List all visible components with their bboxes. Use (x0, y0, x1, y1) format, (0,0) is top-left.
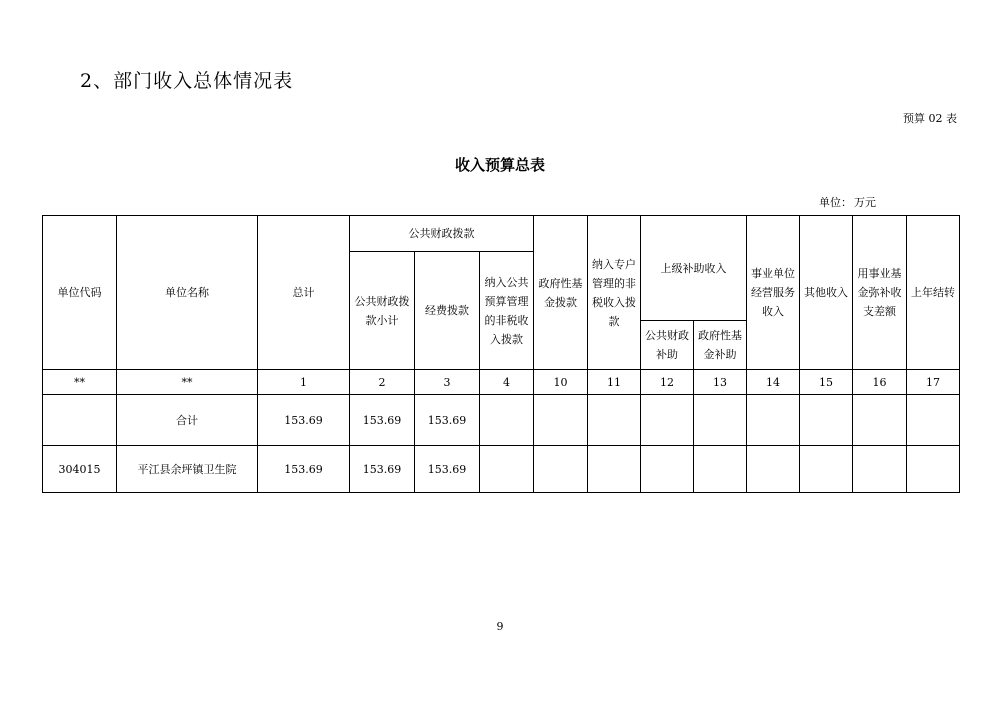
form-number: 预算 02 表 (903, 112, 957, 125)
cell-public-fiscal-subtotal: 153.69 (350, 446, 415, 493)
column-number: 13 (694, 370, 747, 395)
page-number: 9 (496, 620, 504, 633)
column-number: ** (117, 370, 258, 395)
column-number: 12 (641, 370, 694, 395)
header-row-1 (43, 216, 960, 252)
cell-empty (588, 395, 641, 446)
header-gov-fund: 政府性基金拨款 (534, 216, 588, 370)
column-number: 10 (534, 370, 588, 395)
cell-empty (747, 395, 800, 446)
table-title: 收入预算总表 (454, 156, 545, 174)
cell-operating-appropriation: 153.69 (415, 395, 480, 446)
header-superior-gov-fund: 政府性基金补助 (694, 321, 747, 370)
header-unit-code: 单位代码 (43, 216, 117, 370)
header-superior-public-fiscal: 公共财政补助 (641, 321, 694, 370)
cell-unit-code: 304015 (43, 446, 117, 493)
header-public-fiscal-subtotal: 公共财政拨款小计 (350, 252, 415, 370)
cell-empty (641, 395, 694, 446)
section-title: 2、部门收入总体情况表 (80, 70, 294, 92)
column-number-row (43, 370, 960, 395)
cell-empty (480, 395, 534, 446)
cell-empty (747, 446, 800, 493)
column-number: 1 (258, 370, 350, 395)
unit-label: 单位： (819, 196, 852, 209)
header-prior-carryover: 上年结转 (907, 216, 960, 370)
cell-empty (534, 395, 588, 446)
column-number: 17 (907, 370, 960, 395)
cell-unit-name: 合计 (117, 395, 258, 446)
cell-empty (907, 446, 960, 493)
cell-empty (853, 395, 907, 446)
cell-unit-name: 平江县余坪镇卫生院 (117, 446, 258, 493)
column-number: 4 (480, 370, 534, 395)
column-number: 2 (350, 370, 415, 395)
cell-empty (480, 446, 534, 493)
header-special-account-nontax: 纳入专户管理的非税收入拨款 (588, 216, 641, 370)
column-number: 11 (588, 370, 641, 395)
cell-operating-appropriation: 153.69 (415, 446, 480, 493)
column-number: 3 (415, 370, 480, 395)
header-total: 总计 (258, 216, 350, 370)
header-fund-offset: 用事业基金弥补收支差额 (853, 216, 907, 370)
unit-note (817, 194, 876, 210)
cell-total: 153.69 (258, 395, 350, 446)
column-number: 16 (853, 370, 907, 395)
column-number: ** (43, 370, 117, 395)
header-superior-subsidy: 上级补助收入 (641, 216, 747, 321)
header-public-fiscal: 公共财政拨款 (350, 216, 534, 252)
cell-empty (800, 446, 853, 493)
cell-unit-code (43, 395, 117, 446)
cell-empty (694, 446, 747, 493)
header-other-income: 其他收入 (800, 216, 853, 370)
cell-total: 153.69 (258, 446, 350, 493)
cell-public-fiscal-subtotal: 153.69 (350, 395, 415, 446)
column-number: 15 (800, 370, 853, 395)
column-number: 14 (747, 370, 800, 395)
unit-value: 万元 (854, 196, 876, 209)
header-operating-appropriation: 经费拨款 (415, 252, 480, 370)
cell-empty (588, 446, 641, 493)
header-unit-name: 单位名称 (117, 216, 258, 370)
table-row (43, 446, 960, 493)
cell-empty (853, 446, 907, 493)
header-public-budget-nontax: 纳入公共预算管理的非税收入拨款 (480, 252, 534, 370)
cell-empty (907, 395, 960, 446)
cell-empty (800, 395, 853, 446)
cell-empty (641, 446, 694, 493)
cell-empty (534, 446, 588, 493)
table-row (43, 395, 960, 446)
cell-empty (694, 395, 747, 446)
header-business-service: 事业单位经营服务收入 (747, 216, 800, 370)
income-budget-table (42, 215, 960, 493)
